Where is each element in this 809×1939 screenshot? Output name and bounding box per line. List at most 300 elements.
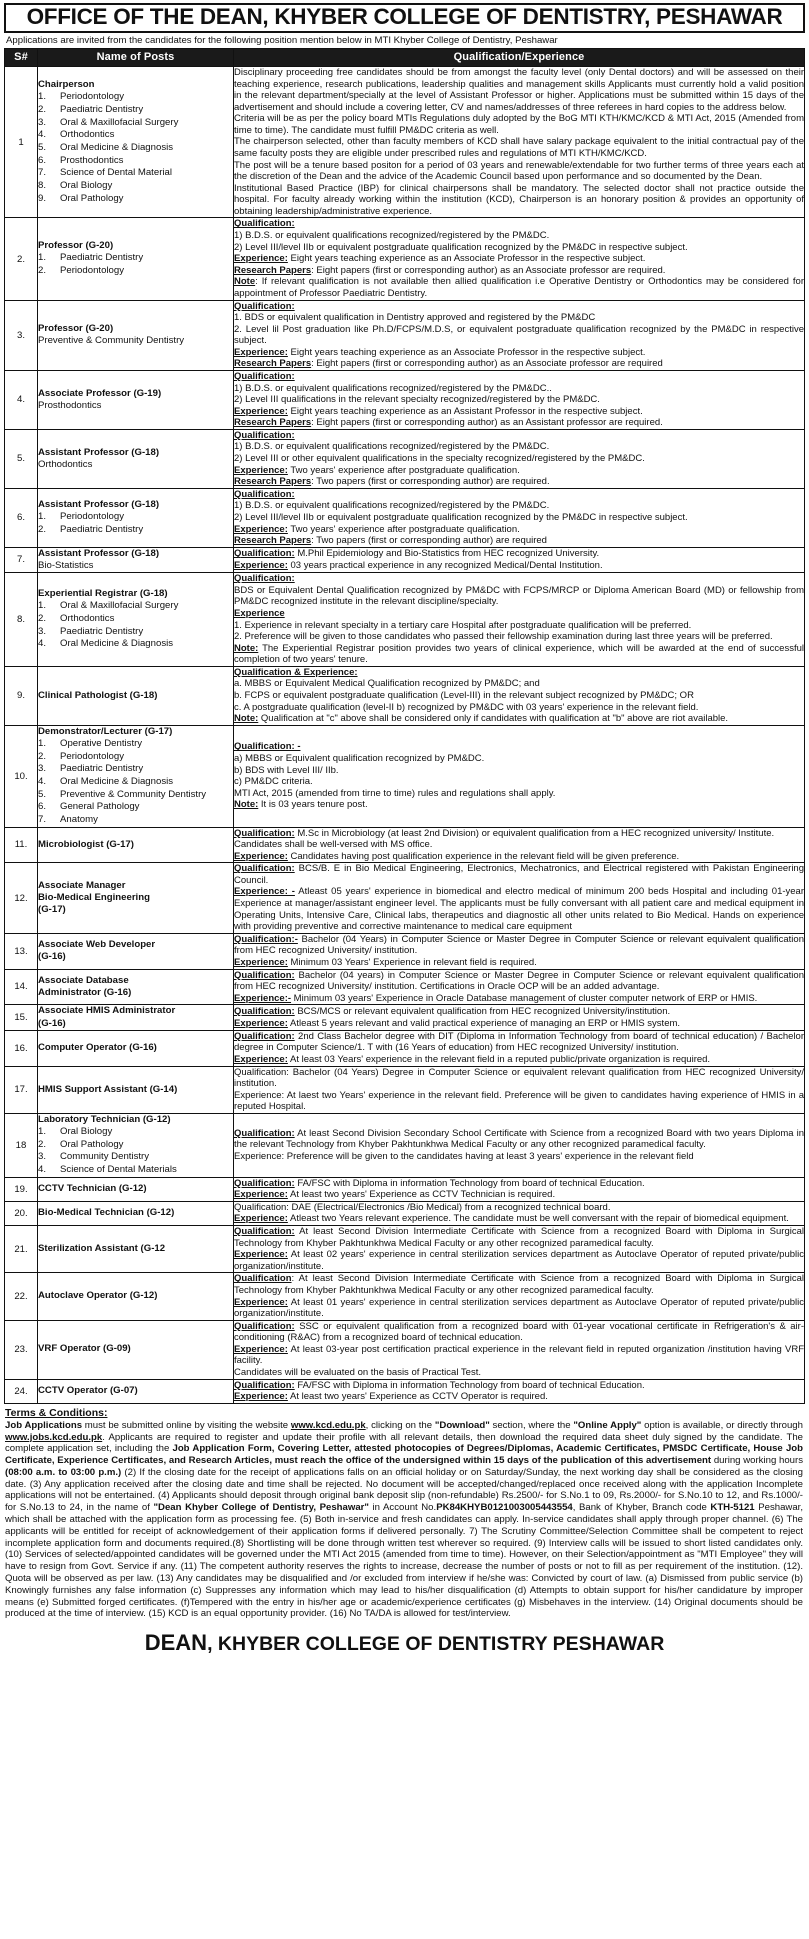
post-specialty-number: 4. xyxy=(38,1164,47,1176)
qualification-cell xyxy=(234,933,805,969)
post-specialty-number: 1. xyxy=(38,1126,47,1138)
qualification-cell xyxy=(234,1066,805,1113)
qualification-line: BDS or Equivalent Dental Qualification recognized by PM&DC with FCPS/MRCP or Diploma American Board (MD) or fellowship from PM&DC recognized institute in the relevant discipline/specialty. xyxy=(234,584,804,608)
post-specialty-item xyxy=(38,193,233,206)
table-row xyxy=(5,1226,805,1273)
post-name-cell xyxy=(38,1320,234,1379)
post-title: HMIS Support Assistant (G-14) xyxy=(38,1083,178,1095)
terms-body: Job Applications must be submitted online by visiting the website www.kcd.edu.pk, clicking on the "Download" section, where the "Online Apply" option is available, or directly through www.jobs.kcd.edu.pk. Applicants are required to register and update their profile with all relevant details, then download the required data sheet duly signed by the candidate. The complete application set, including the Job Application Form, Covering Letter, attested photocopies of Degrees/Diplomas, Academic Certificates, PMSDC Certificate, House Job Certificate, Experience Certificates, and Research Articles, must reach the office of the undersigned within 15 days of the publication of this advertisement during working hours (08:00 a.m. to 03:00 p.m.) (2) If the closing date for the receipt of applications falls on an official holiday or on Saturday/Sunday, the next working day shall be considered as the closing date. (3) Any application received after the closing date and time shall be rejected. No document will be accepted/changed/replaced once received along with the application Incomplete applications will not be entertained. (4) Applicants should deposit through original bank deposit slip (non-refundable) Rs.2500/- for S.No.1 to 09, Rs.2000/- for S.No.10 to 12, and Rs.1000/- for S.No.13 to 24, in the name of "Dean Khyber College of Dentistry, Peshawar" in Account No.PK84KHYB0121003005443554, Bank of Khyber, Branch code KTH-5121 Peshawar, which shall be attached with the application form as processing fee. (5) Both in-service and fresh candidates can apply. In-service candidates shall apply through proper channel. (6) The applicants will be entitled for receipt of acknowledgement of their application forms if delivered personally. 7) The Scrutiny Committee/Selection Committee shall be competent to reject incomplete application form and documents required.(8) Shortlisting will be done through written test wherever so required. (9) Interview calls will be issued to short listed candidates only. (10) Services of selected/appointed candidates will be governed under the MTI Act 2015 (amended from time to time). However, on their Selection/appointment as "MTI Employee" they will have to resign from Govt. Service if any. (11) The competent authority reserves the rights to increase, decrease the number of posts or not to fill as per requirement of the institution. (12). Quota will be observed as per law. (13) Any candidates may be disqualified and /or excluded from interview if he/she was: Convicted by court of law. (a) Dismissed from public service (b) Knowingly furnishes any false information (c) Suppresses any information which may lead to his/her disqualification (d) Attempts to obtain support for his/her candidature by improper means (e) Submitted forged certificates. (f)Tempered with the entry in his/her age or academic/experience certificates (g) Misbehaves in the interview. (14) Original documents should be produced at the time of interview. (15) KCD is an equal opportunity provider. (16) No TA/DA is allowed for test/interview. xyxy=(5,1419,804,1620)
qualification-cell xyxy=(234,1320,805,1379)
post-title: Experiential Registrar (G-18) xyxy=(38,588,168,600)
post-name-cell xyxy=(38,863,234,933)
qualification-line: Experience: Eight years teaching experience as an Assistant Professor in the respective subject. xyxy=(234,405,643,417)
post-specialty-list xyxy=(38,252,233,277)
qualification-line: Experience: Minimum 03 Years' Experience in relevant field is required. xyxy=(234,956,537,968)
post-name-cell xyxy=(38,1005,234,1031)
post-name-cell xyxy=(38,1066,234,1113)
qualification-line: Qualification: FA/FSC with Diploma in information Technology from board of technical Education. xyxy=(234,1177,645,1189)
post-name-cell xyxy=(38,300,234,370)
post-specialty-number: 2. xyxy=(38,265,47,277)
qualification-line: 2) Level III qualifications in the relevant specialty recognized/registered by the PM&DC. xyxy=(234,394,600,406)
post-name-cell xyxy=(38,1030,234,1066)
qualification-line: a) MBBS or Equivalent qualification recognized by PM&DC. xyxy=(234,752,485,764)
qualification-line: Qualification: Bachelor (04 years) in Computer Science or Master Degree in Computer Science or relevant equivalent qualification from HEC recognized University/ institution. Certifications in Oracle OCP will be an added advantage. xyxy=(234,969,804,993)
table-row xyxy=(5,1113,805,1177)
table-body xyxy=(5,66,805,1403)
qualification-line: 2) Level III or other equivalent qualifications in the specialty recognized/registered by the PM&DC. xyxy=(234,453,645,465)
row-serial-number: 11. xyxy=(5,827,38,863)
post-specialty-item xyxy=(38,142,233,155)
post-specialty-item xyxy=(38,252,233,265)
post-title: Demonstrator/Lecturer (G-17) xyxy=(38,725,173,737)
qualification-heading: Qualification: xyxy=(234,429,295,441)
post-specialty-item xyxy=(38,1139,233,1152)
qualification-line: Qualification: 2nd Class Bachelor degree with DIT (Diploma in Information Technology from board of technical education) / Bachelor degree in Computer Science/1. T with (16 Years of education) from HEC recognized University/ institution. xyxy=(234,1030,804,1054)
post-specialty-label: Oral Medicine & Diagnosis xyxy=(60,775,174,787)
post-specialty-number: 1. xyxy=(38,91,47,103)
qualification-cell xyxy=(234,371,805,430)
qualification-heading: Qualification & Experience: xyxy=(234,666,358,678)
qualification-line: Experience: At least 02 years' experience in central sterilization services department as Autoclave Operator of reputed private/public organization/institute. xyxy=(234,1249,804,1272)
post-name-cell xyxy=(38,827,234,863)
qualification-paragraph: Criteria will be as per the policy board MTIs Regulations duly adopted by the BoG MTI KTH/KMC/KCD & MTI Act, 2015 (Amended from time to time). The candidate must fulfill PM&DC criteria as well. xyxy=(234,113,804,136)
post-title: Assistant Professor (G-18) xyxy=(38,446,160,458)
post-specialty-label: Paediatric Dentistry xyxy=(60,625,144,637)
post-specialty-label: Paediatric Dentistry xyxy=(60,523,144,535)
post-specialty-item xyxy=(38,751,233,764)
post-specialty-number: 4. xyxy=(38,775,47,787)
qualification-line: Qualification: SSC or equivalent qualification from a recognized board with 01-year vocational certificate in Refrigeration's & air-conditioning (R&AC) from a recognized board of technical education. xyxy=(234,1320,804,1344)
row-serial-number: 13. xyxy=(5,933,38,969)
qualification-heading: Qualification: xyxy=(234,300,295,312)
post-specialty-number: 2. xyxy=(38,523,47,535)
post-title: Laboratory Technician (G-12) xyxy=(38,1113,171,1125)
qualification-line: Note: If relevant qualification is not available then allied qualification i.e Operative Dentistry or Orthodontics may be considered for appointment of Professor Paediatric Dentistry. xyxy=(234,276,804,299)
post-specialty-label: Oral & Maxillofacial Surgery xyxy=(60,600,179,612)
qualification-line: Experience: 03 years practical experience in any recognized Medical/Dental Institution. xyxy=(234,559,603,571)
qualification-line: a. MBBS or Equivalent Medical Qualification recognized by PM&DC; and xyxy=(234,678,540,690)
post-specialty-item xyxy=(38,91,233,104)
qualification-heading: Qualification: xyxy=(234,371,295,382)
qualification-line: 1) B.D.S. or equivalent qualifications recognized/registered by the PM&DC. xyxy=(234,441,550,453)
post-specialty-label: Paediatric Dentistry xyxy=(60,763,144,775)
qualification-paragraph: The chairperson selected, other than faculty members of KCD shall have salary package equivalent to the initial contractual pay of the same faculty posts they are eligible under prescribed rules and regulations of MTI KTH/KMC/KCD. xyxy=(234,136,804,160)
table-row xyxy=(5,863,805,933)
table-row xyxy=(5,969,805,1005)
qualification-cell xyxy=(234,1201,805,1225)
qualification-line: Experience: At least 03 Years' experience in the relevant field in a reputed public/private organization is required. xyxy=(234,1053,711,1065)
row-serial-number: 5. xyxy=(5,429,38,488)
row-serial-number: 14. xyxy=(5,969,38,1005)
post-specialty-item xyxy=(38,1151,233,1164)
post-name-cell xyxy=(38,1177,234,1201)
qualification-paragraph: Institutional Based Practice (IBP) for clinical chairpersons shall be mandatory. The selected doctor shall not practice outside the hospital. For faculty already working within the institution (KCD), Chairperson is an honorary position & provides an opportunity of obtaining leadership/administrative experience. xyxy=(234,182,804,217)
row-serial-number: 9. xyxy=(5,666,38,725)
table-row xyxy=(5,300,805,370)
qualification-cell xyxy=(234,725,805,827)
post-subtitle: Orthodontics xyxy=(38,458,93,470)
qualification-line: Experience: Candidates having post qualification experience in the relevant field will be given preference. xyxy=(234,850,680,862)
qualification-cell xyxy=(234,863,805,933)
post-title: CCTV Technician (G-12) xyxy=(38,1183,147,1195)
qualification-line: Candidates shall be well-versed with MS office. xyxy=(234,839,433,851)
row-serial-number: 24. xyxy=(5,1379,38,1403)
post-title: Sterilization Assistant (G-12 xyxy=(38,1243,166,1255)
qualification-line: b. FCPS or equivalent postgraduate qualification (Level-III) in the relevant subject recognized by PM&DC; OR xyxy=(234,689,694,701)
post-title: CCTV Operator (G-07) xyxy=(38,1384,138,1396)
post-specialty-label: Operative Dentistry xyxy=(60,737,143,749)
qualification-cell xyxy=(234,1005,805,1031)
post-name-cell xyxy=(38,547,234,573)
qualification-cell xyxy=(234,488,805,547)
row-serial-number: 18 xyxy=(5,1113,38,1177)
post-title: Professor (G-20) xyxy=(38,323,114,334)
table-row xyxy=(5,66,805,218)
qualification-line: Research Papers: Eight papers (first or corresponding author) as an Assistant professor are required. xyxy=(234,417,663,429)
page-title: OFFICE OF THE DEAN, KHYBER COLLEGE OF DENTISTRY, PESHAWAR xyxy=(26,4,783,29)
qualification-heading: Qualification: xyxy=(234,573,295,585)
post-specialty-label: Orthodontics xyxy=(60,612,115,624)
qualification-paragraph: The post will be a tenure based positon for a period of 03 years and renewable/extendable for two further terms of three years each at the discretion of the Dean and the advice of the Academic Council based upon performance and so documented by the Dean. xyxy=(234,159,804,183)
post-specialty-number: 2. xyxy=(38,104,47,116)
post-specialty-label: Paediatric Dentistry xyxy=(60,252,144,264)
post-specialty-number: 3. xyxy=(38,763,47,775)
qualification-line: 2) Level III/level IIb or equivalent postgraduate qualification recognized by the PM&DC in respective subject. xyxy=(234,241,688,253)
post-specialty-item xyxy=(38,600,233,613)
post-title: Associate HMIS Administrator (G-16) xyxy=(38,1005,176,1029)
post-specialty-item xyxy=(38,155,233,168)
post-title: Assistant Professor (G-18) xyxy=(38,547,160,559)
qualification-line: Experience: At least two years' Experience as CCTV Technician is required. xyxy=(234,1189,556,1201)
qualification-cell xyxy=(234,1379,805,1403)
qualification-line: Qualification: Bachelor (04 Years) Degree in Computer Science or equivalent relevant qualification from HEC recognized University/ institution. xyxy=(234,1066,804,1090)
post-title: Microbiologist (G-17) xyxy=(38,838,134,850)
post-specialty-item xyxy=(38,524,233,537)
post-specialty-item xyxy=(38,801,233,814)
post-specialty-item xyxy=(38,738,233,751)
post-specialty-number: 9. xyxy=(38,192,47,204)
post-specialty-label: Oral Medicine & Diagnosis xyxy=(60,142,174,154)
post-title: Professor (G-20) xyxy=(38,240,114,252)
row-serial-number: 3. xyxy=(5,300,38,370)
qualification-line: c. A postgraduate qualification (level-II b) recognized by PM&DC with 03 years' experience in the relevant field. xyxy=(234,701,699,713)
table-row xyxy=(5,1379,805,1403)
qualification-line: 1. BDS or equivalent qualification in Dentistry approved and registered by the PM&DC xyxy=(234,312,596,324)
post-specialty-label: Prosthodontics xyxy=(60,154,124,166)
qualification-cell xyxy=(234,827,805,863)
post-specialty-item xyxy=(38,129,233,142)
post-specialty-number: 3. xyxy=(38,1151,47,1163)
qualification-line: Research Papers: Two papers (first or corresponding author) are required. xyxy=(234,476,550,488)
page-footer xyxy=(4,1630,805,1662)
table-row xyxy=(5,725,805,827)
qualification-line: 2. Level lil Post graduation like Ph.D/FCPS/M.D.S, or equivalent postgraduate qualification recognized by the PM&DC in respective subject. xyxy=(234,323,804,347)
page-subtitle: Applications are invited from the candidates for the following position mention below in MTI Khyber College of Dentistry, Peshawar xyxy=(6,34,558,46)
post-name-cell xyxy=(38,1226,234,1273)
row-serial-number: 21. xyxy=(5,1226,38,1273)
qualification-line: Candidates will be evaluated on the basis of Practical Test. xyxy=(234,1366,481,1378)
qualification-line: Qualification: At least Second Division Secondary School Certificate with Science from a recognized Board with two years Diploma in the relevant Technology from Khyber Pakhtunkhwa Medical Faculty or any other recognized paramedical faculty. xyxy=(234,1127,804,1151)
post-specialty-label: Science of Dental Materials xyxy=(60,1164,177,1176)
qualification-line: Note: It is 03 years tenure post. xyxy=(234,799,368,811)
post-specialty-item xyxy=(38,776,233,789)
post-specialty-item xyxy=(38,1164,233,1177)
qualification-cell xyxy=(234,969,805,1005)
post-specialty-item xyxy=(38,789,233,802)
table-row xyxy=(5,1320,805,1379)
post-specialty-item xyxy=(38,167,233,180)
row-serial-number: 1 xyxy=(5,66,38,218)
row-serial-number: 22. xyxy=(5,1273,38,1320)
table-header xyxy=(5,48,805,66)
post-title: Autoclave Operator (G-12) xyxy=(38,1290,158,1302)
qualification-line: Experience: Two years' experience after postgraduate qualification. xyxy=(234,523,520,535)
qualification-line: Experience: At least 03-year post certification practical experience in the relevant field in reputed organization /institution having VRF facility. xyxy=(234,1343,804,1367)
post-name-cell xyxy=(38,1379,234,1403)
post-specialty-number: 7. xyxy=(38,167,47,179)
qualification-line: MTI Act, 2015 (amended from tirne to time) rules and regulations shall apply. xyxy=(234,787,556,799)
qualification-cell xyxy=(234,547,805,573)
qualification-cell xyxy=(234,573,805,667)
qualification-cell xyxy=(234,300,805,370)
row-serial-number: 6. xyxy=(5,488,38,547)
qualification-line: Qualification: BCS/B. E in Bio Medical Engineering, Electronics, Mechatronics, and Electrical registered with Pakistan Engineering Council. xyxy=(234,863,804,886)
post-specialty-item xyxy=(38,763,233,776)
row-serial-number: 8. xyxy=(5,573,38,667)
row-serial-number: 23. xyxy=(5,1320,38,1379)
table-row xyxy=(5,1005,805,1031)
post-specialty-label: Periodontology xyxy=(60,91,125,103)
qualification-line: Qualification: At least Second Division Intermediate Certificate with Science from a recognized Board with Diploma in Surgical Technology from Khyber Pakhtunkhwa Medical Faculty or any other recognized paramedical faculty. xyxy=(234,1273,804,1296)
qualification-heading: Qualification: - xyxy=(234,741,301,753)
post-name-cell xyxy=(38,1273,234,1320)
qualification-line: Experience: Two years' experience after postgraduate qualification. xyxy=(234,464,520,476)
page-title-banner xyxy=(4,3,805,33)
row-serial-number: 10. xyxy=(5,725,38,827)
post-specialty-number: 2. xyxy=(38,1138,47,1150)
post-specialty-list xyxy=(38,1126,233,1177)
qualification-line: Qualification: M.Phil Epidemiology and Bio-Statistics from HEC recognized University. xyxy=(234,548,600,560)
post-specialty-label: Orthodontics xyxy=(60,129,115,141)
post-title: Associate Manager Bio-Medical Engineering (G-17) xyxy=(38,879,150,916)
post-name-cell xyxy=(38,666,234,725)
qualification-heading: Qualification: xyxy=(234,218,295,230)
post-title: Associate Web Developer (G-16) xyxy=(38,938,156,963)
qualification-cell xyxy=(234,429,805,488)
table-row xyxy=(5,1177,805,1201)
post-specialty-number: 1. xyxy=(38,737,47,749)
qualification-line: Qualification:- Bachelor (04 Years) in Computer Science or Master Degree in Computer Science or relevant equivalent qualification from HEC recognized University/ institution. xyxy=(234,933,804,957)
qualification-line: 1) B.D.S. or equivalent qualifications recognized/registered by the PM&DC. xyxy=(234,230,550,242)
qualification-line: Experience: Eight years teaching experience as an Associate Professor in the respective subject. xyxy=(234,346,646,358)
row-serial-number: 12. xyxy=(5,863,38,933)
post-specialty-number: 2. xyxy=(38,612,47,624)
qualification-line: Research Papers: Two papers (first or corresponding author) are required xyxy=(234,535,547,547)
post-subtitle: Preventive & Community Dentistry xyxy=(38,335,185,347)
table-row xyxy=(5,933,805,969)
post-title: Computer Operator (G-16) xyxy=(38,1042,157,1054)
row-serial-number: 4. xyxy=(5,371,38,430)
qualification-line: Research Papers: Eight papers (first or corresponding author) as an Associate professor are required xyxy=(234,358,663,370)
post-specialty-label: Periodontology xyxy=(60,511,125,523)
table-row xyxy=(5,666,805,725)
footer-institution-label: , KHYBER COLLEGE OF DENTISTRY PESHAWAR xyxy=(207,1633,665,1656)
post-specialty-number: 8. xyxy=(38,180,47,191)
row-serial-number: 15. xyxy=(5,1005,38,1031)
qualification-cell xyxy=(234,1177,805,1201)
post-specialty-list xyxy=(38,600,233,651)
qualification-line: Experience:- Minimum 03 years' Experience in Oracle Database management of cluster computer network of ERP or HMIS. xyxy=(234,992,758,1004)
qualification-line: Qualification: FA/FSC with Diploma in information Technology from board of technical Education. xyxy=(234,1379,645,1391)
post-specialty-label: Oral Pathology xyxy=(60,1138,124,1150)
qualification-line: Experience: - Atleast 05 years' experience in biomedical and electro medical of minimum 200 beds Hospital and including 01-year Experience at manager/assistant engineer level. The applicants must be fully conversant with all patient care and medical equipment in Operating Units, Intensive Care, Clinical labs, therapeutics and diagnostic all other units related to Bio Medical. Hands on experience with providing preventive and corrective maintenance to medical care equipment xyxy=(234,886,804,933)
post-specialty-item xyxy=(38,117,233,130)
post-specialty-number: 6. xyxy=(38,801,47,813)
post-specialty-label: Preventive & Community Dentistry xyxy=(60,788,207,800)
qualification-line: 1. Experience in relevant specialty in a tertiary care Hospital after postgraduate qualification will be preferred. xyxy=(234,619,692,631)
post-specialty-item xyxy=(38,180,233,193)
post-specialty-label: Periodontology xyxy=(60,265,125,277)
post-specialty-label: Oral Biology xyxy=(60,1126,113,1138)
post-specialty-number: 2. xyxy=(38,750,47,762)
qualification-line: c) PM&DC criteria. xyxy=(234,776,313,788)
qualification-line: Experience: At laest two Years' experience in the relevant field. Preference will be given to candidates having experience of HMIS in a reputed Hospital. xyxy=(234,1089,804,1113)
table-row xyxy=(5,429,805,488)
table-row xyxy=(5,488,805,547)
qualification-line: Experience: At least 01 years' experience in central sterilization services department as Autoclave Operator of reputed private/public organization/institute. xyxy=(234,1296,804,1320)
post-name-cell xyxy=(38,933,234,969)
post-specialty-item xyxy=(38,613,233,626)
post-specialty-label: Oral & Maxillofacial Surgery xyxy=(60,116,179,128)
qualification-line: Experience: Preference will be given to the candidates having at least 3 years' experience in the relevant field xyxy=(234,1151,694,1163)
post-specialty-number: 1. xyxy=(38,600,47,612)
qualification-cell xyxy=(234,218,805,300)
qualification-line: Experience: Eight years teaching experience as an Associate Professor in the respective subject. xyxy=(234,253,646,265)
post-name-cell xyxy=(38,488,234,547)
post-specialty-number: 5. xyxy=(38,142,47,154)
row-serial-number: 7. xyxy=(5,547,38,573)
post-title: Chairperson xyxy=(38,79,95,91)
table-row xyxy=(5,827,805,863)
qualification-cell xyxy=(234,1030,805,1066)
post-specialty-item xyxy=(38,104,233,117)
post-name-cell xyxy=(38,725,234,827)
qualification-line: Note: Qualification at "c" above shall be considered only if candidates with qualification at "b" above are riot available. xyxy=(234,713,729,725)
post-specialty-number: 3. xyxy=(38,116,47,128)
qualification-line: b) BDS with Level III/ IIb. xyxy=(234,764,339,776)
post-specialty-number: 6. xyxy=(38,154,47,166)
qualification-line: Note: The Experiential Registrar position provides two years of clinical experience, which will be awarded at the end of successful completion of two years' tenure. xyxy=(234,642,804,666)
row-serial-number: 2. xyxy=(5,218,38,300)
post-specialty-label: Oral Medicine & Diagnosis xyxy=(60,638,174,650)
jobs-table xyxy=(4,48,805,1404)
post-specialty-number: 4. xyxy=(38,638,47,650)
qualification-line: 1) B.D.S. or equivalent qualifications recognized/registered by the PM&DC. xyxy=(234,500,550,512)
qualification-cell xyxy=(234,1273,805,1320)
row-serial-number: 20. xyxy=(5,1201,38,1225)
table-row xyxy=(5,1273,805,1320)
post-specialty-label: Paediatric Dentistry xyxy=(60,104,144,116)
post-title: Associate Professor (G-19) xyxy=(38,387,162,399)
post-specialty-item xyxy=(38,626,233,639)
post-specialty-item xyxy=(38,638,233,651)
qualification-line: Experience: Atleast 5 years relevant and valid practical experience of managing an ERP or HMIS system. xyxy=(234,1017,681,1029)
qualification-line: 1) B.D.S. or equivalent qualifications recognized/registered by the PM&DC.. xyxy=(234,382,552,394)
qualification-line: 2. Preference will be given to those candidates who passed their fellowship examination during last three years will be preferred. xyxy=(234,631,773,643)
qualification-line: Research Papers: Eight papers (first or corresponding author) as an Associate professor are required. xyxy=(234,264,666,276)
row-serial-number: 19. xyxy=(5,1177,38,1201)
row-serial-number: 17. xyxy=(5,1066,38,1113)
post-name-cell xyxy=(38,573,234,667)
post-specialty-number: 1. xyxy=(38,511,47,523)
post-name-cell xyxy=(38,969,234,1005)
qualification-cell xyxy=(234,1113,805,1177)
post-specialty-number: 4. xyxy=(38,129,47,141)
qualification-heading: Qualification: xyxy=(234,488,295,500)
post-title: Clinical Pathologist (G-18) xyxy=(38,689,158,701)
post-specialty-list xyxy=(38,738,233,827)
post-specialty-number: 7. xyxy=(38,813,47,825)
col-header-post: Name of Posts xyxy=(38,48,234,66)
post-title: Associate Database Administrator (G-16) xyxy=(38,974,132,998)
table-row xyxy=(5,371,805,430)
qualification-line: Qualification: DAE (Electrical/Electronics /Bio Medical) from a recognized technical board. xyxy=(234,1201,611,1213)
post-specialty-label: Periodontology xyxy=(60,750,125,762)
qualification-cell xyxy=(234,66,805,218)
post-title: VRF Operator (G-09) xyxy=(38,1343,131,1355)
post-name-cell xyxy=(38,66,234,218)
post-specialty-list xyxy=(38,91,233,205)
post-subtitle: Prosthodontics xyxy=(38,399,102,411)
post-specialty-label: Science of Dental Material xyxy=(60,167,172,179)
post-specialty-label: Oral Pathology xyxy=(60,192,124,204)
qualification-paragraph: Disciplinary proceeding free candidates should be from amongst the faculty level (only Dental doctors) and will be assessed on their teaching experience, research publications, leadership qualities and management skills Applicants must currently hold a valid position in the relevant department/specially at the level of Assistant Professor or higher. Applications must be submitted within 15 days of the advertisement and should include a covering letter, CV and names/addresses of three referees in hard copies to the address below. xyxy=(234,66,804,113)
post-specialty-item xyxy=(38,511,233,524)
post-specialty-number: 5. xyxy=(38,788,47,800)
post-subtitle: Bio-Statistics xyxy=(38,559,94,571)
table-row xyxy=(5,1201,805,1225)
qualification-cell xyxy=(234,666,805,725)
post-specialty-number: 1. xyxy=(38,252,47,264)
post-specialty-number: 3. xyxy=(38,625,47,637)
post-name-cell xyxy=(38,429,234,488)
post-specialty-label: Oral Biology xyxy=(60,180,113,191)
row-serial-number: 16. xyxy=(5,1030,38,1066)
table-row xyxy=(5,573,805,667)
table-row xyxy=(5,1066,805,1113)
post-title: Assistant Professor (G-18) xyxy=(38,498,160,510)
post-specialty-label: Anatomy xyxy=(60,813,98,825)
qualification-line: 2) Level III/level IIb or equivalent postgraduate qualification recognized by the PM&DC in respective subject. xyxy=(234,511,688,523)
qualification-line: Qualification: BCS/MCS or relevant equivalent qualification from HEC recognized University/institution. xyxy=(234,1005,671,1017)
post-name-cell xyxy=(38,1113,234,1177)
post-title: Bio-Medical Technician (G-12) xyxy=(38,1207,175,1219)
table-row xyxy=(5,547,805,573)
terms-heading: Terms & Conditions: xyxy=(5,1406,108,1419)
footer-dean-label: DEAN xyxy=(144,1630,208,1656)
post-specialty-label: Community Dentistry xyxy=(60,1151,150,1163)
qualification-heading: Experience xyxy=(234,607,285,619)
post-specialty-list xyxy=(38,511,233,536)
table-row xyxy=(5,218,805,300)
post-name-cell xyxy=(38,218,234,300)
col-header-sn: S# xyxy=(5,48,38,66)
qualification-line: Qualification: At least Second Division Intermediate Certificate with Science from a recognized Board with Diploma in Surgical Technology from Khyber Pakhtunkhwa Medical Faculty or any other recognized paramedical faculty. xyxy=(234,1226,804,1249)
qualification-line: Experience: Atleast two Years relevant experience. The candidate must be well conversant with the repair of biomedical equipment. xyxy=(234,1213,789,1225)
post-specialty-item xyxy=(38,814,233,827)
post-specialty-item xyxy=(38,1126,233,1139)
post-specialty-label: General Pathology xyxy=(60,801,140,813)
